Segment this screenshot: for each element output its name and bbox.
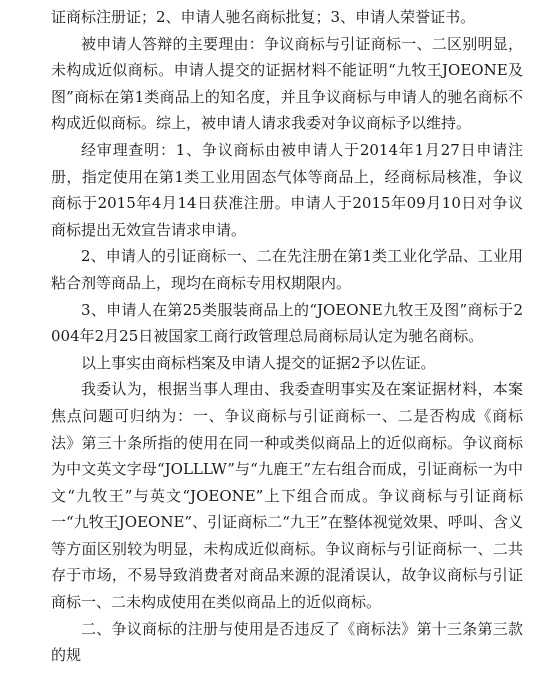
- paragraph-findings-cited-marks: 2、申请人的引证商标一、二在先注册在第1类工业化学品、工业用粘合剂等商品上，现均在商标专用权期限内。: [51, 247, 523, 292]
- paragraph-committee-opinion: 我委认为，根据当事人理由、我委查明事实及在案证据材料，本案焦点问题可归纳为：一、争议商标与引证商标一、二是否构成《商标法》第三十条所指的使用在同一种或类似商品上的近似商标。争议商标为中文英文字母“JOLLLW”与“九鹿王”左右组合而成，引证商标一为中文“九牧王”与英文“JOEONE”上下组合而成。争议商标与引证商标一“九牧王JOEONE”、引证商标二“九王”在整体视觉效果、呼叫、含义等方面区别较为明显，未构成近似商标。争议商标与引证商标一、二共存于市场，不易导致消费者对商品来源的混淆误认，故争议商标与引证商标一、二未构成使用在类似商品上的近似商标。: [51, 380, 523, 612]
- paragraph-evidence-support: 以上事实由商标档案及申请人提交的证据2予以佐证。: [81, 353, 436, 372]
- paragraph-respondent-defense: 被申请人答辩的主要理由：争议商标与引证商标一、二区别明显，未构成近似商标。申请人提交的证据材料不能证明“九牧王JOEONE及图”商标在第1类商品上的知名度，并且争议商标与申请人的驰名商标不构成近似商标。综上，被申请人请求我委对争议商标予以维持。: [51, 34, 523, 133]
- paragraph-findings-well-known-mark: 3、申请人在第25类服装商品上的“JOEONE九牧王及图”商标于2004年2月25日被国家工商行政管理总局商标局认定为驰名商标。: [51, 300, 523, 346]
- paragraph-findings-registration: 经审理查明：1、争议商标由被申请人于2014年1月27日申请注册，指定使用在第1类工业用固态气体等商品上，经商标局核准，争议商标于2015年4月14日获准注册。申请人于2015年09月10日对争议商标提出无效宣告请求申请。: [51, 140, 523, 239]
- paragraph-evidence-list: 证商标注册证；2、申请人驰名商标批复；3、申请人荣誉证书。: [51, 8, 476, 26]
- paragraph-issue-two: 二、争议商标的注册与使用是否违反了《商标法》第十三条第三款的规: [51, 619, 523, 665]
